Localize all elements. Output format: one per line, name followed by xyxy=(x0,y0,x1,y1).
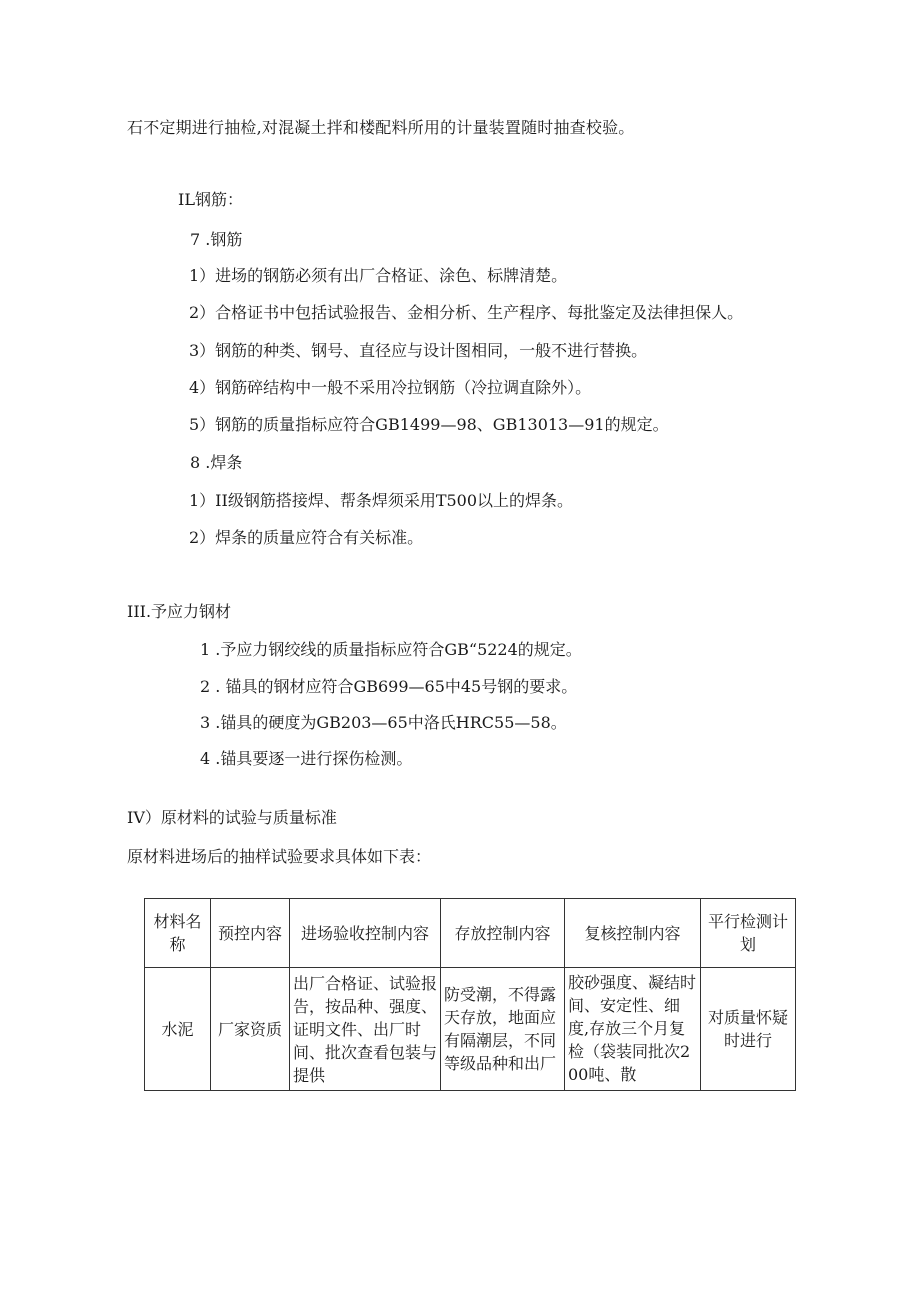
header-parallel: 平行检测计划 xyxy=(701,899,796,968)
table-row xyxy=(145,968,796,1091)
cell-storage: 防受潮，不得露天存放，地面应有隔潮层，不同等级品种和出厂 xyxy=(441,968,565,1091)
cell-recheck-text: 胶砂强度、凝结时间、安定性、细度,存放三个月复检（袋装同批次200吨、散 xyxy=(568,973,697,1084)
prestress-item-2: 2 . 锚具的钢材应符合GB699—65中45号钢的要求。 xyxy=(200,677,578,696)
header-recheck: 复核控制内容 xyxy=(565,899,701,968)
rebar-item-3: 3）钢筋的种类、钢号、直径应与设计图相同，一般不进行替换。 xyxy=(189,341,648,360)
header-material: 材料名称 xyxy=(145,899,211,968)
cell-material: 水泥 xyxy=(145,968,211,1091)
material-test-table xyxy=(144,898,796,1091)
subsection-8-title: 8 .焊条 xyxy=(190,453,243,472)
section-3-heading: III.予应力钢材 xyxy=(127,602,232,621)
rebar-item-4: 4）钢筋碎结构中一般不采用冷拉钢筋（冷拉调直除外）。 xyxy=(189,378,592,397)
electrode-item-1: 1）II级钢筋搭接焊、帮条焊须采用T500以上的焊条。 xyxy=(189,491,574,510)
rebar-item-5: 5）钢筋的质量指标应符合GB1499—98、GB13013—91的规定。 xyxy=(189,415,669,434)
header-acceptance: 进场验收控制内容 xyxy=(290,899,441,968)
cell-acceptance: 出厂合格证、试验报告，按品种、强度、证明文件、出厂时间、批次查看包装与提供 xyxy=(290,968,441,1091)
rebar-item-1: 1）进场的钢筋必须有出厂合格证、涂色、标牌清楚。 xyxy=(189,266,568,285)
prestress-item-3: 3 .锚具的硬度为GB203—65中洛氏HRC55—58。 xyxy=(200,713,567,732)
rebar-item-2: 2）合格证书中包括试验报告、金相分析、生产程序、每批鉴定及法律担保人。 xyxy=(189,303,744,322)
header-precontrol: 预控内容 xyxy=(211,899,290,968)
prestress-item-4: 4 .锚具要逐一进行探伤检测。 xyxy=(200,749,413,768)
prestress-item-1: 1 .予应力钢绞线的质量指标应符合GB“5224的规定。 xyxy=(200,640,582,659)
section-4-heading: IV）原材料的试验与质量标准 xyxy=(127,808,337,827)
cell-parallel: 对质量怀疑时进行 xyxy=(701,968,796,1091)
electrode-item-2: 2）焊条的质量应符合有关标准。 xyxy=(189,528,424,547)
cell-precontrol: 厂家资质 xyxy=(211,968,290,1091)
subsection-7-title: 7 .钢筋 xyxy=(190,230,243,249)
table-lead-text: 原材料进场后的抽样试验要求具体如下表： xyxy=(127,847,432,866)
section-2-heading: IL钢筋： xyxy=(178,190,243,209)
header-storage: 存放控制内容 xyxy=(441,899,565,968)
intro-line: 石不定期进行抽检,对混凝土拌和楼配料所用的计量装置随时抽查校验。 xyxy=(127,118,635,137)
cell-recheck xyxy=(565,968,701,1091)
table-header-row xyxy=(145,899,796,968)
